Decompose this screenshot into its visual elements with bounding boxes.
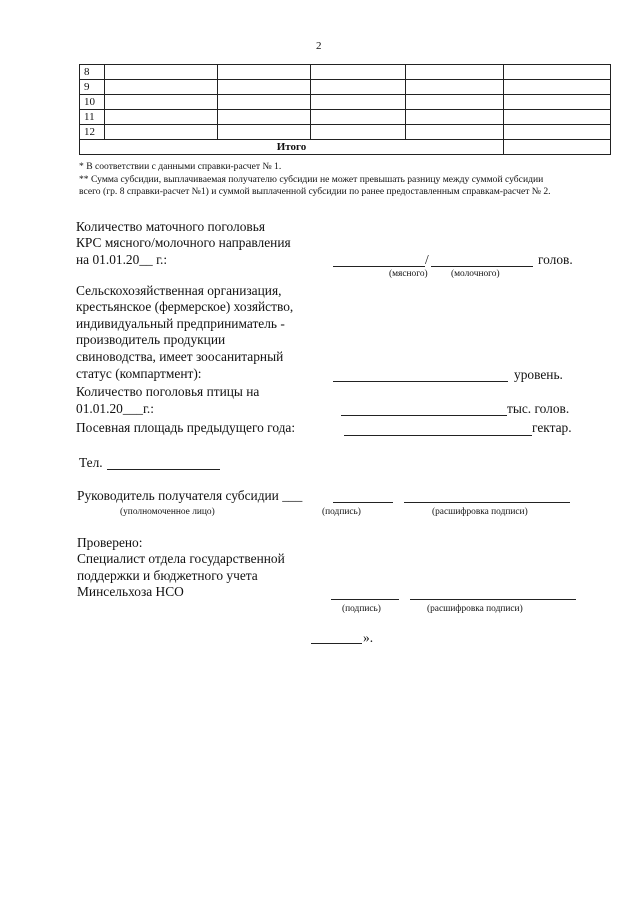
table-cell xyxy=(504,110,611,125)
compartment-unit: уровень. xyxy=(514,367,563,382)
total-value-cell xyxy=(504,140,611,155)
caption-head-decoding: (расшифровка подписи) xyxy=(432,507,528,517)
table-cell xyxy=(105,125,218,140)
cattle-dairy-field[interactable] xyxy=(431,266,533,267)
cattle-slash: / xyxy=(425,252,429,267)
row-number: 11 xyxy=(80,110,105,125)
footnote-2-text: ** Сумма субсидии, выплачиваемая получателю субсидии не может превышать разницу между суммой субсидии xyxy=(79,174,544,185)
table-cell xyxy=(311,95,406,110)
footnote-2-line-1 xyxy=(79,174,627,185)
org-label-line-1: Сельскохозяйственная организация, xyxy=(76,283,282,298)
poultry-label-line-1: Количество поголовья птицы на xyxy=(76,384,260,399)
caption-head-signature: (подпись) xyxy=(322,507,361,517)
table-cell xyxy=(504,65,611,80)
sown-area-unit: гектар. xyxy=(532,420,572,435)
cattle-label-line-1: Количество маточного поголовья xyxy=(76,219,266,234)
table-cell xyxy=(311,125,406,140)
phone-field[interactable] xyxy=(107,469,220,470)
checked-signature-decoding-field[interactable] xyxy=(410,599,576,600)
caption-authorized-person: (уполномоченное лицо) xyxy=(120,507,215,517)
table-cell xyxy=(105,80,218,95)
checked-label-line-1: Проверено: xyxy=(77,535,143,550)
date-suffix: ». xyxy=(363,630,374,645)
table-cell xyxy=(406,80,504,95)
org-label-line-4: производитель продукции xyxy=(76,332,226,347)
head-signature-field[interactable] xyxy=(333,502,393,503)
table-cell xyxy=(105,65,218,80)
row-number: 8 xyxy=(80,65,105,80)
head-signature-decoding-field[interactable] xyxy=(404,502,570,503)
org-label-line-5: свиноводства, имеет зоосанитарный xyxy=(76,349,284,364)
phone-label: Тел. xyxy=(79,455,103,470)
row-number: 9 xyxy=(80,80,105,95)
checked-signature-field[interactable] xyxy=(331,599,399,600)
sown-area-field[interactable] xyxy=(344,435,532,436)
caption-meat: (мясного) xyxy=(389,269,428,279)
page-number: 2 xyxy=(316,40,322,52)
footnote-1: * В соответствии с данными справки-расчет № 1. xyxy=(79,161,282,172)
table-cell xyxy=(504,125,611,140)
checked-label-line-3: поддержки и бюджетного учета xyxy=(77,568,258,583)
table-cell xyxy=(406,95,504,110)
table-cell xyxy=(311,65,406,80)
poultry-label-line-2: 01.01.20___г.: xyxy=(76,401,155,416)
table-cell xyxy=(504,80,611,95)
calculation-table xyxy=(79,64,611,155)
org-label-line-2: крестьянское (фермерское) хозяйство, xyxy=(76,299,294,314)
poultry-unit: тыс. голов. xyxy=(507,401,570,416)
table-cell xyxy=(218,95,311,110)
compartment-level-field[interactable] xyxy=(333,381,508,382)
table-cell xyxy=(406,125,504,140)
table-cell xyxy=(218,80,311,95)
head-label: Руководитель получателя субсидии ___ xyxy=(77,488,303,503)
table-cell xyxy=(105,95,218,110)
table-cell xyxy=(504,95,611,110)
table-cell xyxy=(218,110,311,125)
total-label: Итого xyxy=(80,140,504,155)
cattle-unit: голов. xyxy=(538,252,573,267)
org-label-line-6: статус (компартмент): xyxy=(76,366,202,381)
table-row xyxy=(80,65,611,80)
org-label-line-3: индивидуальный предприниматель - xyxy=(76,316,285,331)
table-row xyxy=(80,125,611,140)
table-total-row xyxy=(80,140,611,155)
cattle-label-line-2: КРС мясного/молочного направления xyxy=(76,235,291,250)
sown-area-label: Посевная площадь предыдущего года: xyxy=(76,420,296,435)
row-number: 10 xyxy=(80,95,105,110)
date-field[interactable] xyxy=(311,643,362,644)
table-row xyxy=(80,80,611,95)
caption-checked-signature: (подпись) xyxy=(342,604,381,614)
cattle-meat-field[interactable] xyxy=(333,266,425,267)
table-row xyxy=(80,110,611,125)
checked-label-line-2: Специалист отдела государственной xyxy=(77,551,285,566)
row-number: 12 xyxy=(80,125,105,140)
table-cell xyxy=(218,65,311,80)
table-cell xyxy=(218,125,311,140)
table-row xyxy=(80,95,611,110)
table-cell xyxy=(406,110,504,125)
caption-dairy: (молочного) xyxy=(451,269,500,279)
checked-label-line-4: Минсельхоза НСО xyxy=(77,584,184,599)
table-cell xyxy=(311,110,406,125)
table-cell xyxy=(311,80,406,95)
table-cell xyxy=(406,65,504,80)
table-cell xyxy=(105,110,218,125)
caption-checked-decoding: (расшифровка подписи) xyxy=(427,604,523,614)
poultry-count-field[interactable] xyxy=(341,415,507,416)
cattle-label-line-3: на 01.01.20__ г.: xyxy=(76,252,168,267)
footnote-2-line-2: всего (гр. 8 справки-расчет №1) и суммой выплаченной субсидии по ранее предоставленным справкам-расчет № 2. xyxy=(79,186,551,197)
